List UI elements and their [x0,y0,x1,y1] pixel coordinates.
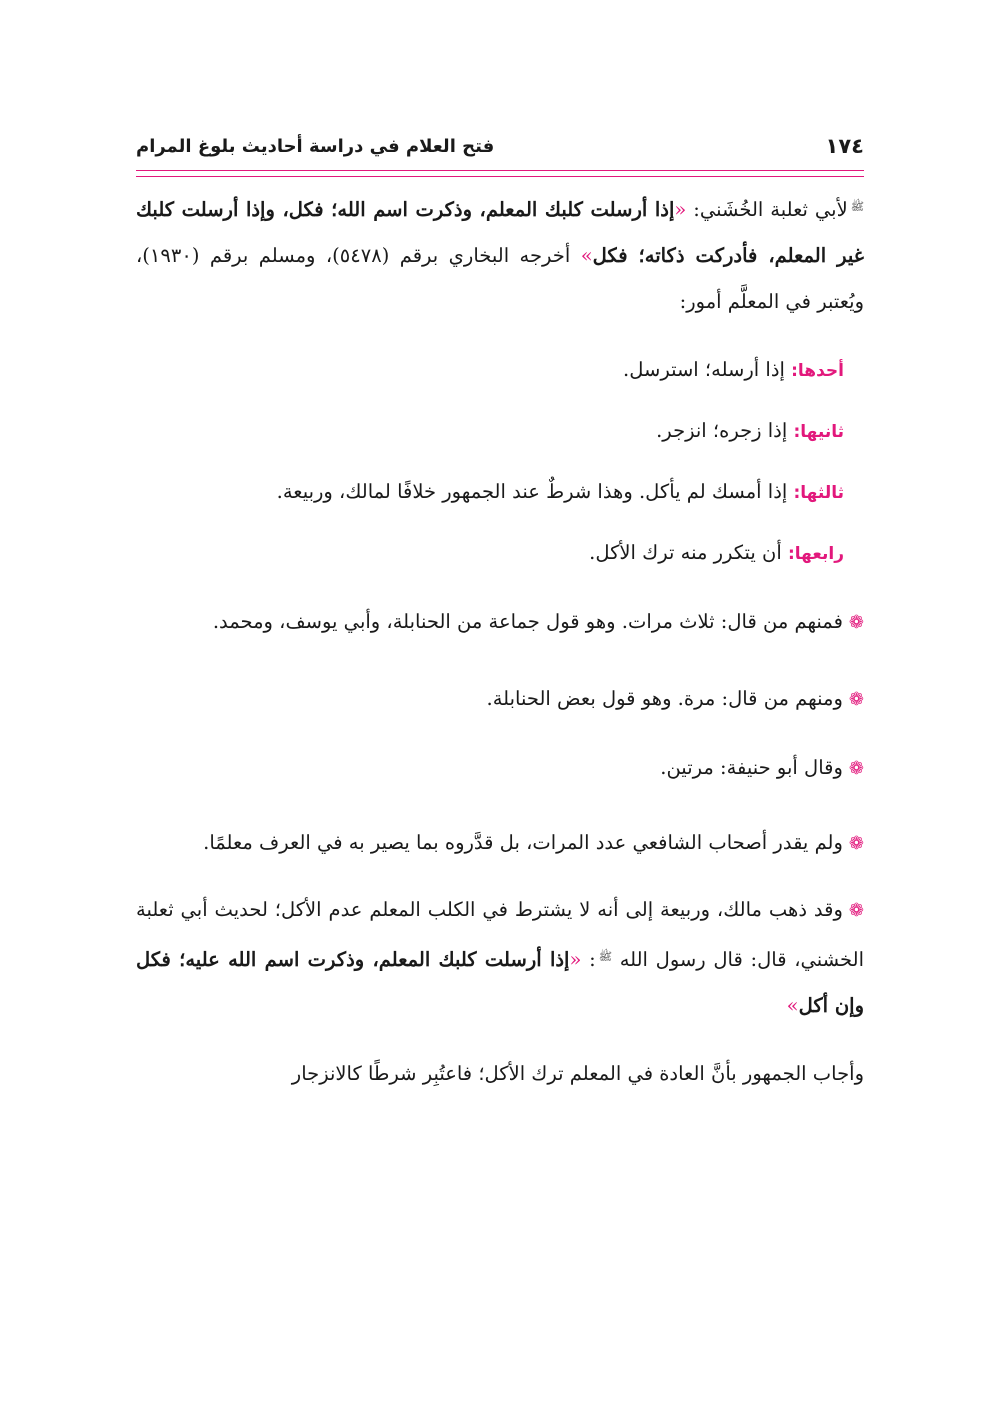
flower-icon: ❁ [848,900,864,921]
quote-close: » [580,244,593,267]
hadith-quote-1: إذا أرسلت كلبك المعلم، وذكرت اسم الله؛ فكل، وإذا أرسلت كلبك غير المعلم، فأدركت ذكاته؛ فكل [136,198,864,267]
opinion-paragraph [136,591,864,654]
condition-text: إذا أرسله؛ استرسل. [623,358,792,381]
condition-text: إذا أمسك لم يأكل. وهذا شرطٌ عند الجمهور خلافًا لمالك، وربيعة. [276,480,794,503]
quote-close: » [786,994,799,1017]
opinion-paragraph [136,814,864,873]
condition-label: رابعها: [788,544,844,564]
intro-text-2: أخرجه البخاري برقم (٥٤٧٨)، ومسلم برقم (١٩٣٠)، ويُعتبر في المعلَّم أمور: [136,244,864,313]
hadith-quote-2: إذا أرسلت كلبك المعلم، وذكرت اسم الله عليه؛ فكل وإن أكل [136,948,864,1017]
quote-open: « [569,948,582,971]
malik-text-1: وقد ذهب مالك، وربيعة إلى أنه لا يشترط في الكلب المعلم عدم الأكل؛ لحديث أبي ثعلبة الخشني، قال: قال رسول الله [136,898,864,971]
flower-icon: ❁ [848,689,864,710]
page-header [136,128,864,164]
page-body [136,184,864,1097]
condition-label: أحدها: [791,361,844,381]
salawat-icon: ﷺ [598,950,612,963]
book-title: فتح العلام في دراسة أحاديث بلوغ المرام [136,135,495,157]
condition-text: أن يتكرر منه ترك الأكل. [589,541,788,564]
flower-icon: ❁ [848,833,864,854]
intro-paragraph [136,184,864,325]
salawat-icon: ﷺ [850,200,865,213]
malik-text-2: : [581,948,596,971]
flower-icon: ❁ [848,612,864,633]
quote-open: « [674,198,687,221]
condition-item [136,530,864,577]
closing-paragraph: وأجاب الجمهور بأنَّ العادة في المعلم ترك الأكل؛ فاعتُبِر شرطًا كالانزجار [291,1062,864,1085]
opinion-text: فمنهم من قال: ثلاث مرات. وهو قول جماعة من الحنابلة، وأبي يوسف، ومحمد. [212,610,843,633]
condition-item [136,469,864,516]
opinion-paragraph [136,676,864,723]
opinion-paragraph [136,745,864,792]
condition-label: ثانيها: [793,422,844,442]
condition-text: إذا زجره؛ انزجر. [656,419,794,442]
malik-paragraph [136,887,864,1029]
condition-item [136,347,864,394]
opinion-text: ومنهم من قال: مرة. وهو قول بعض الحنابلة. [486,687,843,710]
intro-text-1: لأبي ثعلبة الخُشَني: [686,198,848,221]
condition-label: ثالثها: [793,483,844,503]
page-number: ١٧٤ [825,134,864,158]
opinion-text: ولم يقدر أصحاب الشافعي عدد المرات، بل قدَّروه بما يصير به في العرف معلمًا. [203,831,843,854]
opinion-text: وقال أبو حنيفة: مرتين. [660,756,843,779]
header-rule-bottom [136,176,864,177]
header-rule-top [136,170,864,171]
condition-item [136,408,864,455]
flower-icon: ❁ [848,758,864,779]
